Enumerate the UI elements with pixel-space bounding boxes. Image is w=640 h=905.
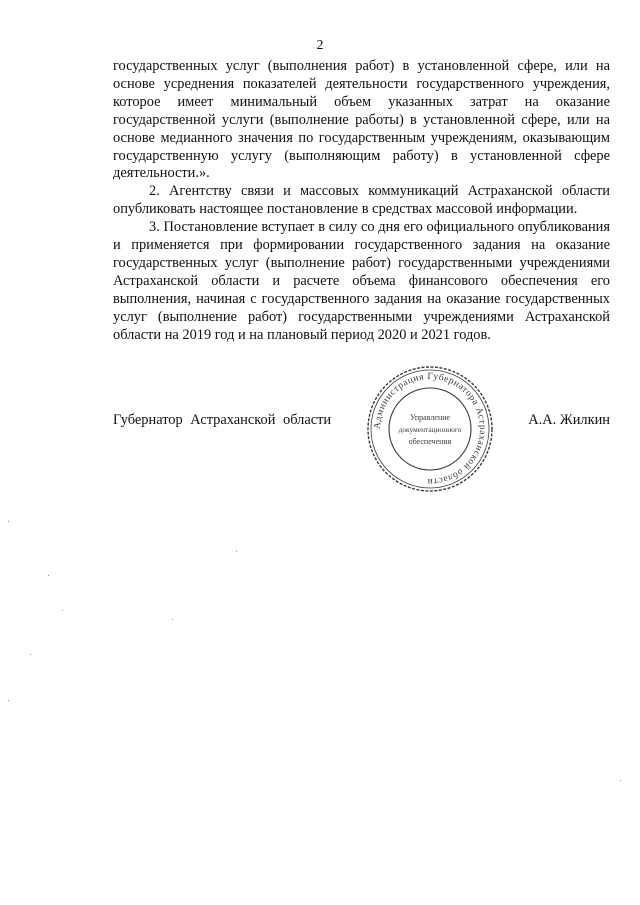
signer-name: А.А. Жилкин [528, 412, 610, 428]
paragraph-3: 3. Постановление вступает в силу со дня его официального опубликования и применяется при формировании государственного задания на оказание государственных услуг (выполнение работ) государственными учреждениями Астраханской области и расчете объема финансового обеспечения его выполнения, начиная с государственного задания на оказание государственных услуг (выполнение работ) государственными учреждениями Астраханской области на 2019 год и на плановый период 2020 и 2021 годов. [113, 219, 610, 343]
seal-center-line-2: документационного [398, 425, 462, 434]
scan-speck [620, 780, 621, 781]
document-body [113, 58, 610, 345]
seal-ring-text: Администрация Губернатора Астраханской области [372, 371, 488, 487]
scan-speck [236, 551, 237, 552]
scan-speck [172, 619, 173, 620]
scan-speck [8, 700, 9, 701]
scan-speck [48, 575, 49, 576]
signer-position: Губернатор Астраханской области [113, 412, 332, 428]
seal-center-line-3: обеспечения [408, 437, 452, 446]
scan-speck [30, 654, 31, 655]
seal-center-line-1: Управление [409, 413, 451, 422]
page-number: 2 [316, 38, 324, 53]
official-seal-stamp [363, 362, 497, 496]
scan-speck [8, 521, 9, 522]
scan-speck [62, 610, 63, 611]
paragraph-2: 2. Агентству связи и массовых коммуникаций Астраханской области опубликовать настоящее постановление в средствах массовой информации. [113, 183, 610, 218]
paragraph-continuation: государственных услуг (выполнения работ) в установленной сфере, или на основе усреднения показателей деятельности государственного учреждения, которое имеет минимальный объем указанных затрат на оказание государственной услуги (выполнение работы) в установленной сфере, или на основе медианного значения по государственным учреждениям, оказывающим государственную услугу (выполняющим работу) в установленной сфере деятельности.». [113, 58, 610, 182]
